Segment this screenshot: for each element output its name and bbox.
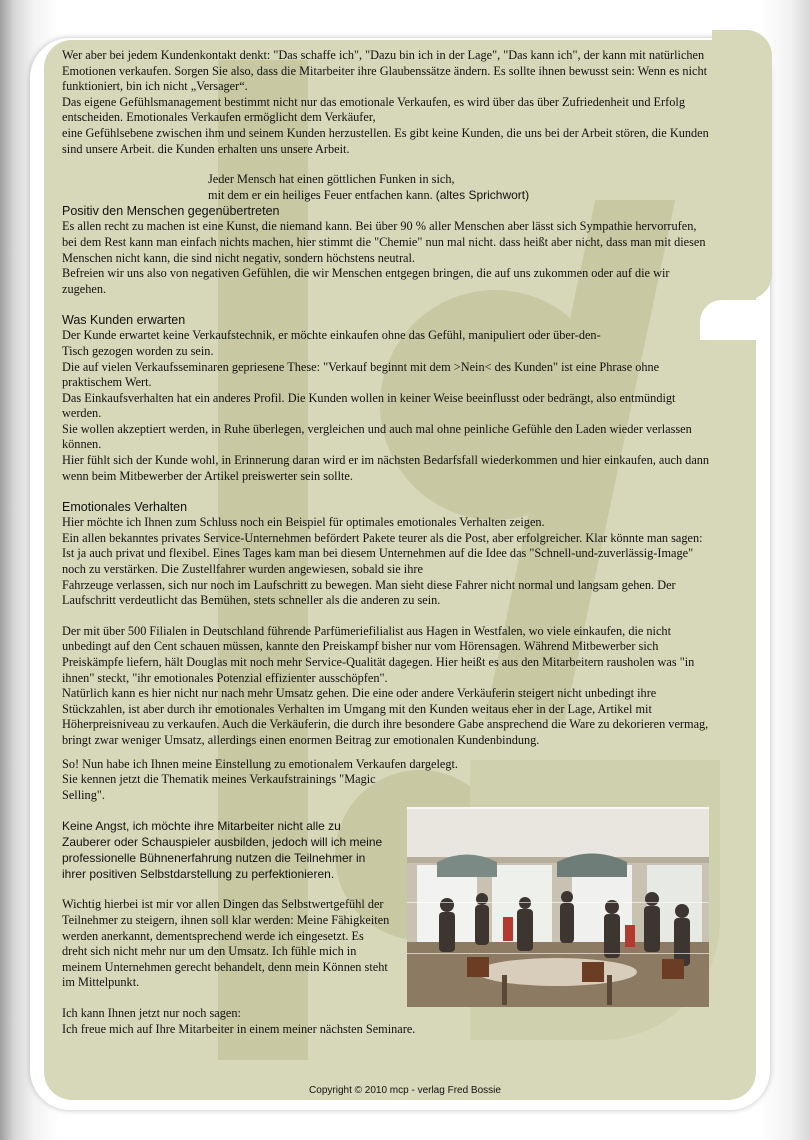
seminar-photo-illustration	[407, 807, 709, 1007]
closing-paragraph: Wichtig hierbei ist mir vor allen Dingen das Selbstwertgefühl der Teilnehmer zu steigern, ihnen soll klar werden: Meine Fähigkeiten werden anerkannt, dementsprechend werde ich eingesetzt. Es dreht sich nicht mehr nur um den Umsatz. Ich fühle mich in meinem Unternehmen gerecht behandelt, denn mein Können steht im Mittelpunkt.	[62, 897, 390, 990]
quote-line	[62, 188, 714, 204]
closing-line: Ich kann Ihnen jetzt nur noch sagen:	[62, 1005, 241, 1020]
section-paragraph: Befreien wir uns also von negativen Gefühlen, die wir Menschen entgegen bringen, die auf uns zukommen oder auf die wir zugehen.	[62, 266, 670, 296]
section-paragraph: Hier fühlt sich der Kunde wohl, in Erinnerung daran wird er im nächsten Bedarfsfall wiederkommen und hier einkaufen, auch dann wenn beim Mitbewerber der Artikel preiswerter sein sollte.	[62, 453, 710, 483]
intro-paragraph: Wer aber bei jedem Kundenkontakt denkt: "Das schaffe ich", "Dazu bin ich in der Lage", "Das kann ich", der kann mit natürlichen Emotionen verkaufen. Sorgen Sie also, dass die Mitarbeiter ihre Glaubenssätze ändern. Es sollte ihnen bewusst sein: Wenn es nicht funktioniert, bin ich nicht „Versager“.	[62, 48, 708, 94]
quote-line: Jeder Mensch hat einen göttlichen Funken in sich,	[208, 172, 455, 187]
seminar-photo	[407, 807, 709, 1007]
section-paragraph: Der mit über 500 Filialen in Deutschland führende Parfümeriefilialist aus Hagen in Westfalen, wo viele einkaufen, die nicht unbedingt auf den Cent schauen müssen, kannte den Preiskampf bisher nur vom Hörensagen. Während Mitbewerber sich Preiskämpfe liefern, hält Douglas mit noch mehr Service-Qualität dagegen. Hier heißt es aus den Mitarbeitern rausholen was "in ihnen" steckt, "ihr emotionales Potenzial effizienter ausschöpfen".	[62, 623, 695, 685]
section-paragraph: Das Einkaufsverhalten hat ein anderes Profil. Die Kunden wollen in keiner Weise beeinflusst oder bedrängt, also entmündigt werden.	[62, 390, 676, 421]
section-paragraph: Der Kunde erwartet keine Verkaufstechnik, er möchte einkaufen ohne das Gefühl, manipuliert oder über-den- Tisch gezogen worden zu sein.	[62, 328, 601, 358]
copyright-footer: Copyright © 2010 mcp - verlag Fred Bossie	[309, 1085, 501, 1096]
intro-paragraph: eine Gefühlsebene zwischen ihm und seinem Kunden herzustellen. Es gibt keine Kunden, die uns bei der Arbeit stören, die Kunden sind unsere Arbeit. die Kunden erhalten uns unsere Arbeit.	[62, 125, 709, 156]
section-paragraph: Ein allen bekanntes privates Service-Unternehmen befördert Pakete teurer als die Post, aber erfolgreicher. Klar könnte man sagen: Ist ja auch privat und flexibel. Eines Tages kam man bei diesem Unternehmen auf die Idee das "Schnell-und-zuverlässig-Image" noch zu verstärken. Die Zustellfahrer wurden angewiesen, sobald sie ihre	[62, 530, 703, 577]
section-paragraph: Es allen recht zu machen ist eine Kunst, die niemand kann. Bei über 90 % aller Menschen aber lässt sich Sympathie hervorrufen, bei dem Rest kann man einfach nichts machen, hier stimmt die "Chemie" nun mal nicht. dass heißt aber nicht, dass man mit diesen Menschen nicht kann, die sind nicht negativ, sondern höchstens neutral.	[62, 219, 706, 265]
panel-tab	[712, 30, 772, 300]
intro-paragraph: Das eigene Gefühlsmanagement bestimmt nicht nur das emotionale Verkaufen, es wird über das über Zufriedenheit und Erfolg entscheiden. Emotionales Verkaufen ermöglicht dem Verkäufer,	[62, 94, 685, 125]
section-heading: Emotionales Verhalten	[62, 500, 188, 515]
quote-text: mit dem er ein heiliges Feuer entfachen kann.	[208, 187, 433, 202]
section-paragraph: Natürlich kann es hier nicht nur nach mehr Umsatz gehen. Die eine oder andere Verkäuferin steigert nicht unbedingt ihre Stückzahlen, ist aber durch ihr emotionales Verhalten im Umgang mit den Kunden weitaus eher in der Lage, Artikel mit Höherpreisniveau zu verkaufen. Auch die Verkäuferin, die durch ihre besondere Gabe ansprechend die Ware zu dekorieren vermag, bringt zwar weniger Umsatz, allerdings einen enormen Beitrag zur emotionalen Kundenbindung.	[62, 686, 709, 747]
section-paragraph: Hier möchte ich Ihnen zum Schluss noch ein Beispiel für optimales emotionales Verhalten zeigen.	[62, 515, 545, 530]
quote-source: (altes Sprichwort)	[435, 187, 530, 202]
closing-line: Ich freue mich auf Ihre Mitarbeiter in einem meiner nächsten Seminare.	[62, 1021, 416, 1036]
closing-line: So! Nun habe ich Ihnen meine Einstellung zu emotionalem Verkaufen dargelegt.	[62, 756, 459, 771]
section-paragraph: Sie wollen akzeptiert werden, in Ruhe überlegen, vergleichen und auch mal ohne peinliche Gefühle den Laden wieder verlassen können.	[62, 421, 692, 452]
section-paragraph: Die auf vielen Verkaufsseminaren gepriesene These: "Verkauf beginnt mit dem >Nein< des Kunden" ist eine Phrase ohne praktischem Wert.	[62, 359, 660, 390]
section-paragraph: Fahrzeuge verlassen, sich nur noch im Laufschritt zu bewegen. Man sieht diese Fahrer nicht normal und langsam gehen. Der Laufschritt verdeutlicht das Bemühen, stets schneller als die anderen zu sein.	[62, 577, 676, 608]
section-heading: Positiv den Menschen gegenübertreten	[62, 204, 280, 219]
closing-line: Sie kennen jetzt die Thematik meines Verkaufstrainings "Magic Selling".	[62, 772, 376, 802]
closing-paragraph: Keine Angst, ich möchte ihre Mitarbeiter nicht alle zu Zauberer oder Schauspieler ausbilden, jedoch will ich meine professionelle Bühnenerfahrung nutzen die Teilnehmer in ihrer positiven Selbstdarstellung zu perfektionieren.	[62, 819, 383, 882]
section-heading: Was Kunden erwarten	[62, 313, 186, 328]
